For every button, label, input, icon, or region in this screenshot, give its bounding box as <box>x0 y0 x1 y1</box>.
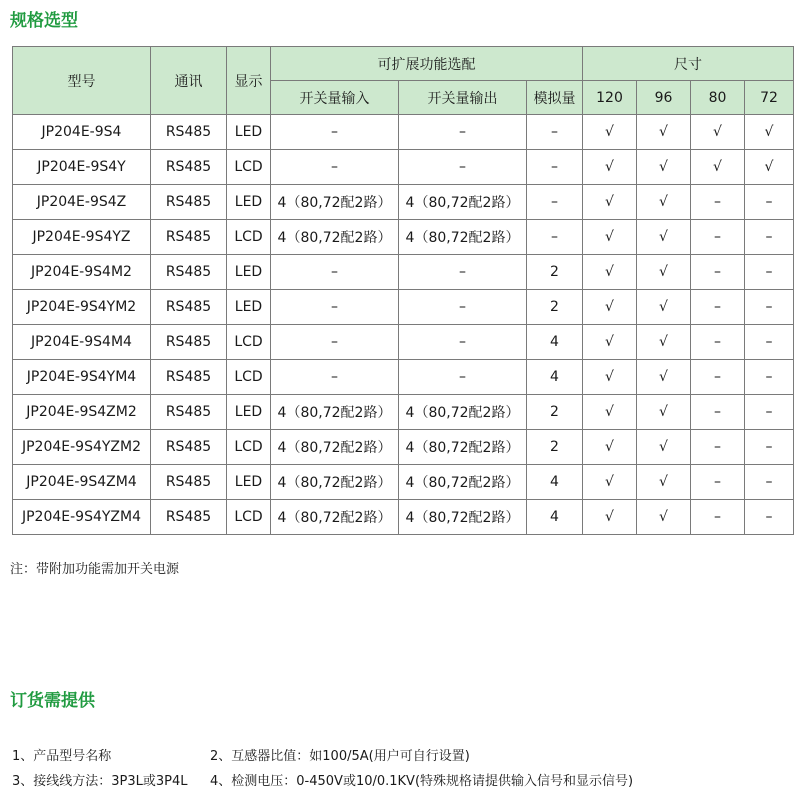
order-item-3: 3、接线线方法：3P3L或3P4L <box>12 774 188 789</box>
cell-comm: RS485 <box>151 115 227 150</box>
table-row <box>13 430 794 465</box>
cell-model: JP204E-9S4YZM4 <box>13 500 151 535</box>
table-row <box>13 395 794 430</box>
cell-size-120: √ <box>583 465 637 500</box>
cell-size-96: √ <box>637 255 691 290</box>
order-item-1: 1、产品型号名称 <box>12 749 112 764</box>
cell-size-120: √ <box>583 395 637 430</box>
cell-size-120: √ <box>583 255 637 290</box>
cell-model: JP204E-9S4ZM2 <box>13 395 151 430</box>
cell-switch-output: – <box>399 360 527 395</box>
cell-display: LCD <box>227 220 271 255</box>
cell-size-96: √ <box>637 395 691 430</box>
cell-comm: RS485 <box>151 290 227 325</box>
cell-analog: – <box>527 150 583 185</box>
cell-size-80: – <box>691 325 745 360</box>
cell-size-120: √ <box>583 220 637 255</box>
order-item-4: 4、检测电压：0-450V或10/0.1KV(特殊规格请提供输入信号和显示信号) <box>210 774 634 789</box>
cell-model: JP204E-9S4ZM4 <box>13 465 151 500</box>
cell-comm: RS485 <box>151 395 227 430</box>
cell-display: LED <box>227 395 271 430</box>
cell-switch-output: – <box>399 255 527 290</box>
cell-size-72: – <box>745 430 794 465</box>
cell-switch-output: – <box>399 150 527 185</box>
header-switch-output: 开关量输出 <box>399 81 527 115</box>
cell-switch-input: – <box>271 325 399 360</box>
cell-switch-input: 4（80,72配2路） <box>271 185 399 220</box>
header-comm: 通讯 <box>151 47 227 115</box>
cell-size-80: – <box>691 220 745 255</box>
cell-switch-output: – <box>399 290 527 325</box>
cell-analog: 4 <box>527 325 583 360</box>
cell-display: LCD <box>227 360 271 395</box>
header-model: 型号 <box>13 47 151 115</box>
header-switch-input: 开关量输入 <box>271 81 399 115</box>
cell-model: JP204E-9S4Y <box>13 150 151 185</box>
cell-size-80: – <box>691 500 745 535</box>
cell-model: JP204E-9S4 <box>13 115 151 150</box>
cell-size-80: – <box>691 360 745 395</box>
cell-comm: RS485 <box>151 430 227 465</box>
spec-table-body <box>13 115 794 535</box>
table-row <box>13 150 794 185</box>
cell-size-80: √ <box>691 115 745 150</box>
table-row <box>13 255 794 290</box>
cell-switch-output: 4（80,72配2路） <box>399 500 527 535</box>
cell-size-72: – <box>745 325 794 360</box>
cell-display: LED <box>227 185 271 220</box>
header-display: 显示 <box>227 47 271 115</box>
header-size-72: 72 <box>745 81 794 115</box>
header-size-120: 120 <box>583 81 637 115</box>
table-row <box>13 185 794 220</box>
cell-analog: – <box>527 115 583 150</box>
table-row <box>13 325 794 360</box>
cell-size-96: √ <box>637 185 691 220</box>
cell-model: JP204E-9S4M2 <box>13 255 151 290</box>
cell-model: JP204E-9S4YZM2 <box>13 430 151 465</box>
cell-size-80: √ <box>691 150 745 185</box>
cell-switch-input: 4（80,72配2路） <box>271 220 399 255</box>
cell-size-120: √ <box>583 115 637 150</box>
cell-model: JP204E-9S4M4 <box>13 325 151 360</box>
cell-size-72: √ <box>745 115 794 150</box>
cell-size-96: √ <box>637 290 691 325</box>
cell-size-80: – <box>691 290 745 325</box>
cell-analog: 4 <box>527 465 583 500</box>
cell-size-72: √ <box>745 150 794 185</box>
cell-switch-output: 4（80,72配2路） <box>399 465 527 500</box>
order-title: 订货需提供 <box>10 691 95 711</box>
cell-size-96: √ <box>637 325 691 360</box>
cell-size-120: √ <box>583 360 637 395</box>
cell-analog: 2 <box>527 290 583 325</box>
cell-switch-input: 4（80,72配2路） <box>271 395 399 430</box>
cell-size-80: – <box>691 465 745 500</box>
cell-display: LED <box>227 255 271 290</box>
cell-display: LCD <box>227 150 271 185</box>
cell-size-120: √ <box>583 150 637 185</box>
cell-display: LED <box>227 115 271 150</box>
cell-size-120: √ <box>583 290 637 325</box>
cell-switch-output: 4（80,72配2路） <box>399 395 527 430</box>
cell-analog: 4 <box>527 500 583 535</box>
cell-size-72: – <box>745 395 794 430</box>
cell-size-72: – <box>745 185 794 220</box>
cell-size-120: √ <box>583 185 637 220</box>
cell-switch-input: 4（80,72配2路） <box>271 465 399 500</box>
table-note: 注：带附加功能需加开关电源 <box>10 562 180 577</box>
cell-comm: RS485 <box>151 255 227 290</box>
cell-model: JP204E-9S4YM4 <box>13 360 151 395</box>
cell-analog: 4 <box>527 360 583 395</box>
cell-switch-output: 4（80,72配2路） <box>399 185 527 220</box>
header-analog: 模拟量 <box>527 81 583 115</box>
cell-size-72: – <box>745 465 794 500</box>
cell-size-96: √ <box>637 115 691 150</box>
cell-display: LCD <box>227 325 271 360</box>
cell-size-72: – <box>745 360 794 395</box>
cell-size-72: – <box>745 500 794 535</box>
header-size: 尺寸 <box>583 47 794 81</box>
cell-display: LED <box>227 465 271 500</box>
cell-analog: 2 <box>527 430 583 465</box>
cell-size-72: – <box>745 255 794 290</box>
cell-analog: – <box>527 185 583 220</box>
cell-size-96: √ <box>637 360 691 395</box>
cell-comm: RS485 <box>151 500 227 535</box>
cell-size-72: – <box>745 290 794 325</box>
header-expansion: 可扩展功能选配 <box>271 47 583 81</box>
spec-title: 规格选型 <box>10 11 78 31</box>
cell-analog: – <box>527 220 583 255</box>
cell-size-96: √ <box>637 220 691 255</box>
spec-table <box>12 46 794 535</box>
cell-analog: 2 <box>527 395 583 430</box>
cell-size-120: √ <box>583 325 637 360</box>
cell-model: JP204E-9S4YM2 <box>13 290 151 325</box>
order-item-2: 2、互感器比值：如100/5A(用户可自行设置) <box>210 749 470 764</box>
cell-size-96: √ <box>637 465 691 500</box>
cell-switch-output: 4（80,72配2路） <box>399 220 527 255</box>
cell-model: JP204E-9S4YZ <box>13 220 151 255</box>
cell-switch-input: – <box>271 360 399 395</box>
cell-display: LCD <box>227 430 271 465</box>
cell-model: JP204E-9S4Z <box>13 185 151 220</box>
cell-size-80: – <box>691 395 745 430</box>
cell-switch-output: – <box>399 325 527 360</box>
table-row <box>13 465 794 500</box>
cell-switch-input: – <box>271 255 399 290</box>
cell-size-80: – <box>691 255 745 290</box>
table-row <box>13 360 794 395</box>
cell-size-72: – <box>745 220 794 255</box>
cell-comm: RS485 <box>151 360 227 395</box>
cell-switch-input: 4（80,72配2路） <box>271 430 399 465</box>
cell-size-120: √ <box>583 430 637 465</box>
header-size-96: 96 <box>637 81 691 115</box>
header-size-80: 80 <box>691 81 745 115</box>
cell-switch-output: 4（80,72配2路） <box>399 430 527 465</box>
cell-comm: RS485 <box>151 325 227 360</box>
table-row <box>13 220 794 255</box>
cell-display: LED <box>227 290 271 325</box>
cell-size-120: √ <box>583 500 637 535</box>
cell-comm: RS485 <box>151 220 227 255</box>
cell-comm: RS485 <box>151 185 227 220</box>
cell-switch-output: – <box>399 115 527 150</box>
cell-size-96: √ <box>637 500 691 535</box>
cell-display: LCD <box>227 500 271 535</box>
cell-size-80: – <box>691 185 745 220</box>
table-row <box>13 500 794 535</box>
cell-size-96: √ <box>637 150 691 185</box>
cell-switch-input: – <box>271 150 399 185</box>
cell-switch-input: 4（80,72配2路） <box>271 500 399 535</box>
cell-switch-input: – <box>271 290 399 325</box>
cell-switch-input: – <box>271 115 399 150</box>
cell-size-80: – <box>691 430 745 465</box>
cell-analog: 2 <box>527 255 583 290</box>
cell-size-96: √ <box>637 430 691 465</box>
cell-comm: RS485 <box>151 465 227 500</box>
table-row <box>13 290 794 325</box>
table-row <box>13 115 794 150</box>
cell-comm: RS485 <box>151 150 227 185</box>
